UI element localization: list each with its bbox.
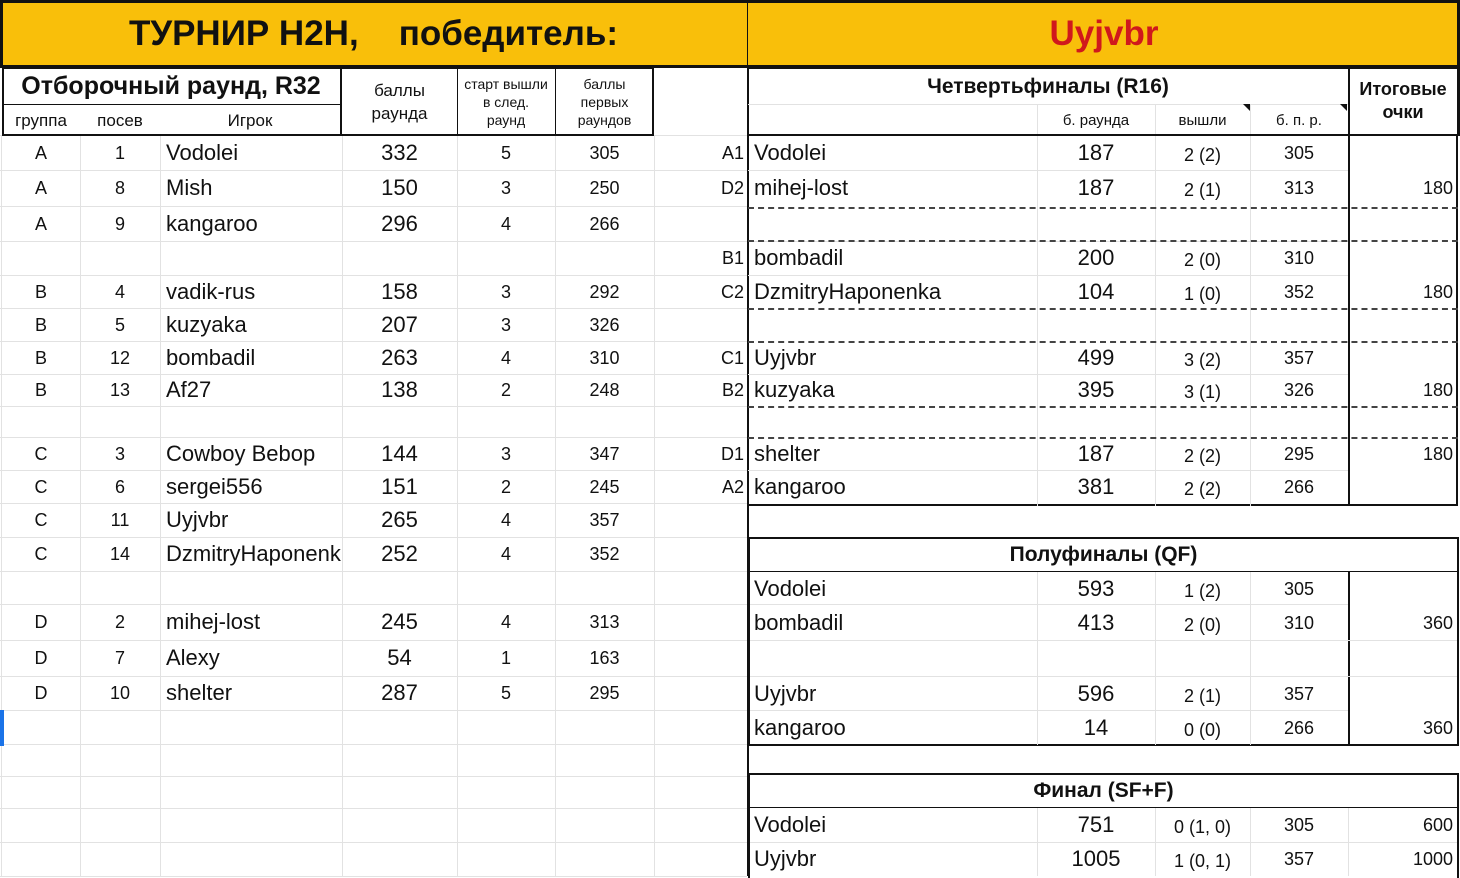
round-points: 252	[381, 541, 418, 566]
match-separator	[748, 406, 1458, 408]
qf-early-points: 326	[1283, 380, 1315, 400]
advanced-count: 5	[500, 683, 511, 703]
seed-cell: 1	[114, 142, 125, 163]
seed-cell: 11	[110, 510, 130, 530]
grid-line	[0, 241, 747, 242]
seed-cell: 12	[109, 347, 131, 368]
qf-header-round-points: б. раунда	[1062, 111, 1130, 129]
qf-advanced: 2 (1)	[1183, 180, 1221, 200]
col-header-round-points: баллы раунда	[371, 81, 428, 123]
player-name: Cowboy Bebop	[166, 440, 316, 466]
qf-round-points: 187	[1077, 175, 1115, 200]
qf-player-name: mihej-lost	[754, 175, 849, 200]
grid-line	[2, 104, 340, 105]
qf-advanced: 3 (2)	[1183, 349, 1221, 370]
match-separator	[748, 207, 1458, 209]
advanced-count: 3	[500, 178, 511, 198]
final-early-points: 305	[1283, 815, 1315, 835]
qf-round-points: 499	[1077, 344, 1115, 370]
qf-early-points: 357	[1283, 347, 1315, 368]
sf-final-points	[1350, 677, 1453, 710]
advanced-count: 4	[500, 612, 511, 632]
sf-final-points: 360	[1422, 718, 1453, 738]
sf-early-points: 305	[1283, 578, 1315, 599]
qf-final-points: 180	[1422, 178, 1453, 198]
final-round-points: 751	[1077, 812, 1115, 837]
title-left	[0, 0, 747, 66]
grid-line	[0, 876, 747, 877]
round-points: 287	[381, 680, 418, 705]
group-cell: A	[34, 178, 47, 198]
grid-line	[0, 842, 747, 843]
advanced-count: 2	[500, 380, 511, 400]
seed-cell: 5	[114, 314, 125, 335]
tournament-title: ТУРНИР H2H,	[128, 13, 359, 53]
qf-title: Четвертьфиналы (R16)	[927, 74, 1169, 98]
winner-name: Uyjvbr	[1049, 13, 1159, 53]
grid-line	[750, 640, 1457, 641]
early-points: 250	[589, 178, 620, 198]
group-cell: C	[34, 476, 48, 497]
qf-advanced: 3 (1)	[1183, 382, 1221, 402]
advanced-count: 3	[500, 314, 511, 335]
qf-final-points	[1350, 241, 1453, 275]
qf-early-points: 295	[1283, 443, 1315, 464]
qf-advanced: 2 (2)	[1183, 479, 1221, 499]
round-points: 144	[381, 440, 418, 466]
seed-cell: 4	[114, 281, 125, 302]
early-points: 292	[589, 281, 620, 302]
player-name: Uyjvbr	[166, 507, 229, 532]
group-cell: C	[34, 443, 48, 464]
qf-final-points	[1350, 136, 1453, 170]
player-name: DzmitryHaponenk	[166, 541, 341, 566]
qf-early-points: 352	[1283, 281, 1315, 302]
final-round-points: 1005	[1071, 846, 1121, 871]
winner-label: победитель:	[398, 13, 619, 53]
player-name: bombadil	[166, 344, 256, 370]
advanced-count: 4	[500, 544, 511, 564]
qf-early-points: 305	[1283, 143, 1315, 163]
qf-player-name: Vodolei	[754, 140, 827, 165]
early-points: 347	[589, 443, 620, 464]
qf-seed-position: B2	[721, 380, 744, 400]
qf-advanced: 2 (2)	[1183, 445, 1221, 466]
advanced-count: 4	[500, 213, 511, 234]
qf-early-points: 313	[1283, 178, 1315, 198]
group-cell: A	[34, 213, 47, 234]
sf-final-points: 360	[1422, 612, 1453, 633]
qf-player-name: bombadil	[754, 245, 844, 270]
grid-line	[654, 135, 655, 876]
col-header-early-points: баллы первых раундов	[577, 76, 632, 128]
advanced-count: 3	[500, 443, 511, 464]
seed-cell: 9	[114, 213, 125, 234]
early-points: 357	[589, 510, 620, 530]
qf-final-points	[1350, 341, 1453, 374]
qf-round-points: 187	[1077, 440, 1115, 466]
sf-round-points: 413	[1077, 609, 1115, 635]
r32-title: Отборочный раунд, R32	[21, 71, 321, 100]
qf-early-points: 266	[1283, 477, 1315, 497]
group-cell: D	[34, 612, 48, 632]
col-header-seed: посев	[97, 110, 143, 130]
qf-player-name: Uyjvbr	[754, 344, 817, 370]
qf-advanced: 2 (2)	[1183, 145, 1221, 165]
qf-seed-position: C1	[720, 347, 744, 368]
early-points: 295	[589, 683, 620, 703]
seed-cell: 8	[114, 178, 125, 198]
round-points: 263	[381, 344, 418, 370]
group-cell: B	[34, 380, 47, 400]
final-advanced: 1 (0, 1)	[1173, 851, 1232, 871]
sf-player-name: bombadil	[754, 609, 844, 635]
final-player-name: Uyjvbr	[754, 846, 817, 871]
qf-round-points: 187	[1077, 140, 1115, 165]
player-name: Alexy	[166, 645, 220, 670]
round-points: 54	[387, 645, 412, 670]
group-cell: D	[34, 683, 48, 703]
qf-advanced: 1 (0)	[1183, 283, 1221, 304]
sf-round-points: 14	[1083, 715, 1109, 740]
qf-seed-position: D1	[720, 443, 744, 464]
round-points: 150	[381, 175, 418, 200]
early-points: 326	[589, 314, 620, 335]
col-header-group: группа	[15, 110, 67, 130]
sf-early-points: 357	[1283, 683, 1315, 704]
player-name: kuzyaka	[166, 311, 247, 337]
round-points: 151	[381, 473, 418, 499]
qf-header-final-points: Итоговые очки	[1359, 79, 1447, 122]
player-name: sergei556	[166, 473, 263, 499]
qf-final-points: 180	[1422, 380, 1453, 400]
seed-cell: 3	[114, 443, 125, 464]
qf-seed-position: C2	[720, 281, 744, 302]
sf-title: Полуфиналы (QF)	[1009, 543, 1198, 566]
qf-seed-position: A2	[721, 477, 744, 497]
grid-line	[748, 104, 1348, 105]
qf-seed-position: A1	[721, 143, 744, 163]
early-points: 245	[589, 476, 620, 497]
seed-cell: 7	[114, 648, 125, 668]
round-points: 296	[381, 210, 418, 236]
group-cell: B	[34, 347, 47, 368]
note-marker	[1243, 104, 1250, 111]
early-points: 305	[589, 142, 620, 163]
qf-player-name: DzmitryHaponenka	[754, 278, 942, 304]
sf-player-name: kangaroo	[754, 715, 846, 740]
col-header-player: Игрок	[227, 110, 273, 130]
qf-round-points: 104	[1077, 278, 1115, 304]
qf-round-points: 395	[1077, 377, 1115, 402]
seed-cell: 6	[114, 476, 125, 497]
qf-player-name: kuzyaka	[754, 377, 835, 402]
grid-line	[0, 406, 747, 407]
advanced-count: 2	[500, 476, 511, 497]
sf-advanced: 0 (0)	[1183, 720, 1221, 740]
player-name: Vodolei	[166, 139, 239, 165]
group-cell: C	[34, 544, 48, 564]
player-name: mihej-lost	[166, 609, 261, 634]
group-cell: C	[34, 510, 48, 530]
qf-final-points: 180	[1422, 443, 1453, 464]
grid-line	[0, 808, 747, 809]
qf-header-early-points: б. п. р.	[1276, 111, 1322, 129]
note-marker	[1340, 104, 1347, 111]
early-points: 163	[589, 648, 620, 668]
group-cell: D	[34, 648, 48, 668]
seed-cell: 10	[109, 683, 131, 703]
advanced-count: 4	[500, 347, 511, 368]
player-name: Mish	[166, 175, 213, 200]
early-points: 313	[589, 612, 620, 632]
round-points: 245	[381, 609, 418, 634]
advanced-count: 1	[500, 648, 511, 668]
sf-round-points: 593	[1077, 575, 1115, 601]
grid-line	[0, 776, 747, 777]
player-name: Af27	[166, 377, 212, 402]
advanced-count: 3	[500, 281, 511, 302]
sf-player-name: Uyjvbr	[754, 680, 817, 706]
round-points: 158	[381, 278, 418, 304]
qf-final-points: 180	[1422, 281, 1453, 302]
final-final-points: 1000	[1412, 849, 1453, 869]
qf-player-name: shelter	[754, 440, 821, 466]
sf-early-points: 310	[1283, 612, 1315, 633]
qf-seed-position: B1	[721, 248, 744, 268]
seed-cell: 14	[109, 544, 131, 564]
early-points: 266	[589, 213, 620, 234]
qf-final-points	[1350, 470, 1453, 504]
sf-advanced: 1 (2)	[1183, 580, 1221, 601]
player-name: kangaroo	[166, 210, 258, 236]
qf-player-name: kangaroo	[754, 474, 846, 499]
grid-line	[0, 744, 747, 745]
final-early-points: 357	[1283, 849, 1315, 869]
sf-advanced: 2 (1)	[1183, 685, 1221, 706]
player-name: vadik-rus	[166, 278, 256, 304]
player-name: shelter	[166, 680, 233, 705]
seed-cell: 13	[109, 380, 131, 400]
final-advanced: 0 (1, 0)	[1173, 817, 1232, 837]
early-points: 248	[589, 380, 620, 400]
sf-early-points: 266	[1283, 718, 1315, 738]
round-points: 265	[381, 507, 418, 532]
grid-line	[160, 135, 161, 876]
qf-header-advanced: вышли	[1178, 111, 1227, 129]
advanced-count: 5	[500, 142, 511, 163]
qf-round-points: 381	[1077, 474, 1115, 499]
round-points: 332	[381, 139, 418, 165]
qf-advanced: 2 (0)	[1183, 250, 1221, 270]
col-header-advanced: старт вышли в след. раунд	[464, 76, 548, 128]
seed-cell: 2	[114, 612, 125, 632]
grid-line	[0, 710, 747, 711]
group-cell: B	[34, 314, 47, 335]
final-final-points: 600	[1422, 815, 1453, 835]
sf-player-name: Vodolei	[754, 575, 827, 601]
grid-line	[340, 67, 342, 136]
qf-seed-position: D2	[720, 178, 744, 198]
qf-round-points: 200	[1077, 245, 1115, 270]
grid-line	[0, 571, 747, 572]
sf-advanced: 2 (0)	[1183, 614, 1221, 635]
final-player-name: Vodolei	[754, 812, 827, 837]
title-winner	[748, 0, 1460, 66]
sf-round-points: 596	[1077, 680, 1115, 706]
final-title: Финал (SF+F)	[1033, 779, 1174, 802]
sf-final-points	[1350, 572, 1453, 605]
group-cell: A	[34, 142, 47, 163]
group-cell: B	[34, 281, 47, 302]
round-points: 207	[381, 311, 418, 337]
qf-early-points: 310	[1283, 248, 1315, 268]
match-separator	[748, 308, 1458, 310]
advanced-count: 4	[500, 510, 511, 530]
round-points: 138	[381, 377, 418, 402]
early-points: 310	[589, 347, 620, 368]
early-points: 352	[589, 544, 620, 564]
selected-cell-cursor[interactable]	[0, 710, 4, 746]
